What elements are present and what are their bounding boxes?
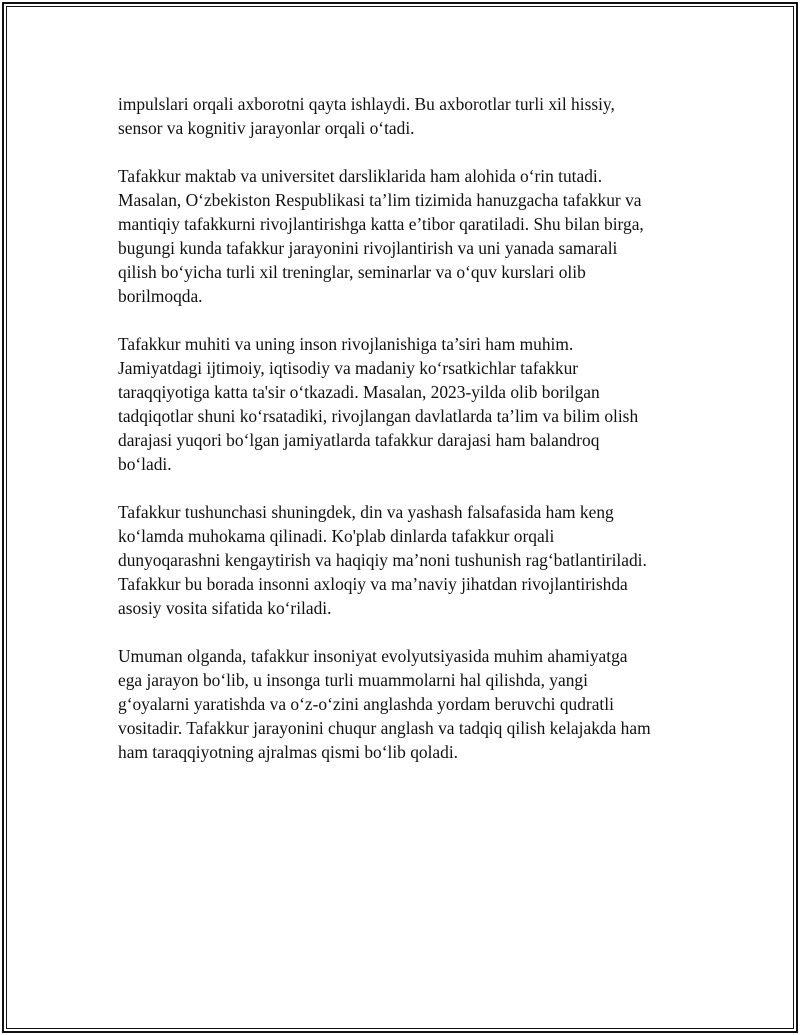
text-line: Tafakkur muhiti va uning inson rivojlanishiga ta’siri ham muhim. <box>118 334 574 354</box>
text-line: Jamiyatdagi ijtimoiy, iqtisodiy va madaniy ko‘rsatkichlar tafakkur <box>118 358 579 378</box>
text-line: ko‘lamda muhokama qilinadi. Ko'plab dinlarda tafakkur orqali <box>118 526 555 546</box>
document-body <box>118 92 718 788</box>
text-line: vositadir. Tafakkur jarayonini chuqur anglash va tadqiq qilish kelajakda ham <box>118 718 651 738</box>
text-line: Masalan, O‘zbekiston Respublikasi ta’lim tizimida hanuzgacha tafakkur va <box>118 190 642 210</box>
text-line: ham taraqqiyotning ajralmas qismi bo‘lib qoladi. <box>118 742 459 762</box>
paragraph-4 <box>118 500 718 620</box>
text-line: bugungi kunda tafakkur jarayonini rivojlantirish va uni yanada samarali <box>118 238 618 258</box>
text-line: g‘oyalarni yaratishda va o‘z-o‘zini anglashda yordam beruvchi qudratli <box>118 694 614 714</box>
text-line: asosiy vosita sifatida ko‘riladi. <box>118 598 332 618</box>
paragraph-2 <box>118 164 718 308</box>
text-line: bo‘ladi. <box>118 454 172 474</box>
text-line: Tafakkur maktab va universitet darsliklarida ham alohida o‘rin tutadi. <box>118 166 603 186</box>
text-line: dunyoqarashni kengaytirish va haqiqiy ma’noni tushunish rag‘batlantiriladi. <box>118 550 647 570</box>
text-line: qilish bo‘yicha turli xil treninglar, seminarlar va o‘quv kurslari olib <box>118 262 586 282</box>
text-line: impulslari orqali axborotni qayta ishlaydi. Bu axborotlar turli xil hissiy, <box>118 94 615 114</box>
paragraph-1 <box>118 92 718 140</box>
text-line: darajasi yuqori bo‘lgan jamiyatlarda tafakkur darajasi ham balandroq <box>118 430 600 450</box>
text-line: tadqiqotlar shuni ko‘rsatadiki, rivojlangan davlatlarda ta’lim va bilim olish <box>118 406 639 426</box>
text-line: Tafakkur tushunchasi shuningdek, din va yashash falsafasida ham keng <box>118 502 614 522</box>
paragraph-3 <box>118 332 718 476</box>
text-line: sensor va kognitiv jarayonlar orqali o‘tadi. <box>118 118 415 138</box>
paragraph-5 <box>118 644 718 764</box>
text-line: taraqqiyotiga katta ta'sir o‘tkazadi. Masalan, 2023-yilda olib borilgan <box>118 382 600 402</box>
text-line: mantiqiy tafakkurni rivojlantirishga katta e’tibor qaratiladi. Shu bilan birga, <box>118 214 644 234</box>
text-line: Umuman olganda, tafakkur insoniyat evolyutsiyasida muhim ahamiyatga <box>118 646 628 666</box>
text-line: borilmoqda. <box>118 286 203 306</box>
text-line: Tafakkur bu borada insonni axloqiy va ma’naviy jihatdan rivojlantirishda <box>118 574 628 594</box>
text-line: ega jarayon bo‘lib, u insonga turli muammolarni hal qilishda, yangi <box>118 670 588 690</box>
